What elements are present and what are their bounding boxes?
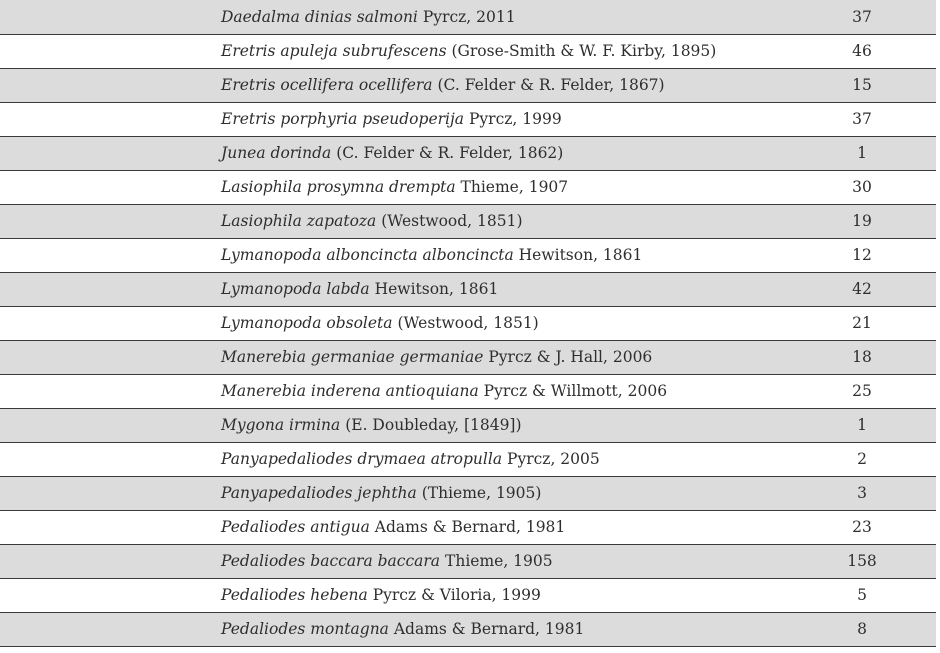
scientific-name: Panyapedaliodes jephtha — [221, 484, 417, 502]
specimen-count: 37 — [852, 110, 872, 128]
scientific-name: Junea dorinda — [221, 144, 332, 162]
author-citation: Pyrcz, 2005 — [507, 450, 600, 468]
specimen-count: 30 — [852, 178, 872, 196]
species-name — [221, 579, 541, 612]
scientific-name: Panyapedaliodes drymaea atropulla — [221, 450, 503, 468]
scientific-name: Lymanopoda obsoleta — [221, 314, 393, 332]
author-citation: (E. Doubleday, [1849]) — [345, 416, 522, 434]
species-name — [221, 511, 565, 544]
table-row — [0, 612, 936, 646]
author-citation: Hewitson, 1861 — [374, 280, 499, 298]
author-citation: (Westwood, 1851) — [381, 212, 523, 230]
author-citation: (Grose-Smith & W. F. Kirby, 1895) — [451, 42, 717, 60]
species-name — [221, 103, 562, 136]
species-name — [221, 477, 541, 510]
author-citation: (Thieme, 1905) — [421, 484, 542, 502]
species-name — [221, 171, 568, 204]
specimen-count: 42 — [852, 280, 872, 298]
table-row — [0, 34, 936, 68]
table-row — [0, 238, 936, 272]
specimen-count: 158 — [847, 552, 877, 570]
author-citation: Thieme, 1905 — [445, 552, 553, 570]
species-name — [221, 375, 667, 408]
species-name — [221, 341, 652, 374]
specimen-count: 23 — [852, 518, 872, 536]
table-row — [0, 408, 936, 442]
species-name — [221, 0, 516, 34]
author-citation: Thieme, 1907 — [460, 178, 569, 196]
author-citation: (C. Felder & R. Felder, 1862) — [336, 144, 564, 162]
species-name — [221, 545, 553, 578]
author-citation: Pyrcz, 1999 — [468, 110, 562, 128]
table-row — [0, 578, 936, 612]
scientific-name: Manerebia inderena antioquiana — [221, 382, 479, 400]
author-citation: Pyrcz & J. Hall, 2006 — [488, 348, 653, 366]
species-name — [221, 35, 716, 68]
scientific-name: Lasiophila zapatoza — [221, 212, 377, 230]
table-row — [0, 510, 936, 544]
table-row — [0, 272, 936, 306]
specimen-count: 37 — [852, 8, 872, 26]
species-name — [221, 307, 539, 340]
table-row — [0, 136, 936, 170]
table-row — [0, 442, 936, 476]
specimen-count: 15 — [852, 76, 872, 94]
specimen-count: 1 — [857, 416, 867, 434]
scientific-name: Lymanopoda alboncincta alboncincta — [221, 246, 514, 264]
table-row — [0, 204, 936, 238]
author-citation: Pyrcz & Viloria, 1999 — [372, 586, 541, 604]
author-citation: (Westwood, 1851) — [397, 314, 539, 332]
table-row — [0, 374, 936, 408]
author-citation: (C. Felder & R. Felder, 1867) — [437, 76, 665, 94]
specimen-count: 8 — [857, 620, 867, 638]
scientific-name: Eretris apuleja subrufescens — [221, 42, 447, 60]
species-name — [221, 69, 665, 102]
specimen-count: 1 — [857, 144, 867, 162]
specimen-count: 46 — [852, 42, 872, 60]
scientific-name: Pedaliodes antigua — [221, 518, 370, 536]
scientific-name: Pedaliodes montagna — [221, 620, 389, 638]
specimen-count: 5 — [857, 586, 867, 604]
scientific-name: Pedaliodes baccara baccara — [221, 552, 441, 570]
table-row — [0, 68, 936, 102]
species-name — [221, 137, 563, 170]
specimen-count: 25 — [852, 382, 872, 400]
species-name — [221, 443, 600, 476]
author-citation: Hewitson, 1861 — [518, 246, 643, 264]
species-name — [221, 273, 498, 306]
scientific-name: Lasiophila prosymna drempta — [221, 178, 456, 196]
scientific-name: Lymanopoda labda — [221, 280, 370, 298]
species-name — [221, 409, 522, 442]
table-row — [0, 0, 936, 34]
table-row — [0, 306, 936, 340]
specimen-count: 21 — [852, 314, 872, 332]
species-name — [221, 613, 584, 646]
specimen-count: 19 — [852, 212, 872, 230]
scientific-name: Mygona irmina — [221, 416, 341, 434]
specimen-count: 18 — [852, 348, 872, 366]
scientific-name: Manerebia germaniae germaniae — [221, 348, 484, 366]
species-name — [221, 239, 642, 272]
specimen-count: 2 — [857, 450, 867, 468]
species-name — [221, 205, 523, 238]
specimen-count: 3 — [857, 484, 867, 502]
scientific-name: Daedalma dinias salmoni — [221, 8, 418, 26]
author-citation: Pyrcz, 2011 — [422, 8, 516, 26]
table-row — [0, 170, 936, 204]
table-row — [0, 476, 936, 510]
table-row — [0, 544, 936, 578]
specimen-count: 12 — [852, 246, 872, 264]
author-citation: Adams & Bernard, 1981 — [374, 518, 566, 536]
author-citation: Adams & Bernard, 1981 — [393, 620, 585, 638]
author-citation: Pyrcz & Willmott, 2006 — [483, 382, 668, 400]
table-row — [0, 102, 936, 136]
scientific-name: Eretris porphyria pseudoperija — [221, 110, 465, 128]
scientific-name: Eretris ocellifera ocellifera — [221, 76, 433, 94]
scientific-name: Pedaliodes hebena — [221, 586, 368, 604]
table-row — [0, 340, 936, 374]
